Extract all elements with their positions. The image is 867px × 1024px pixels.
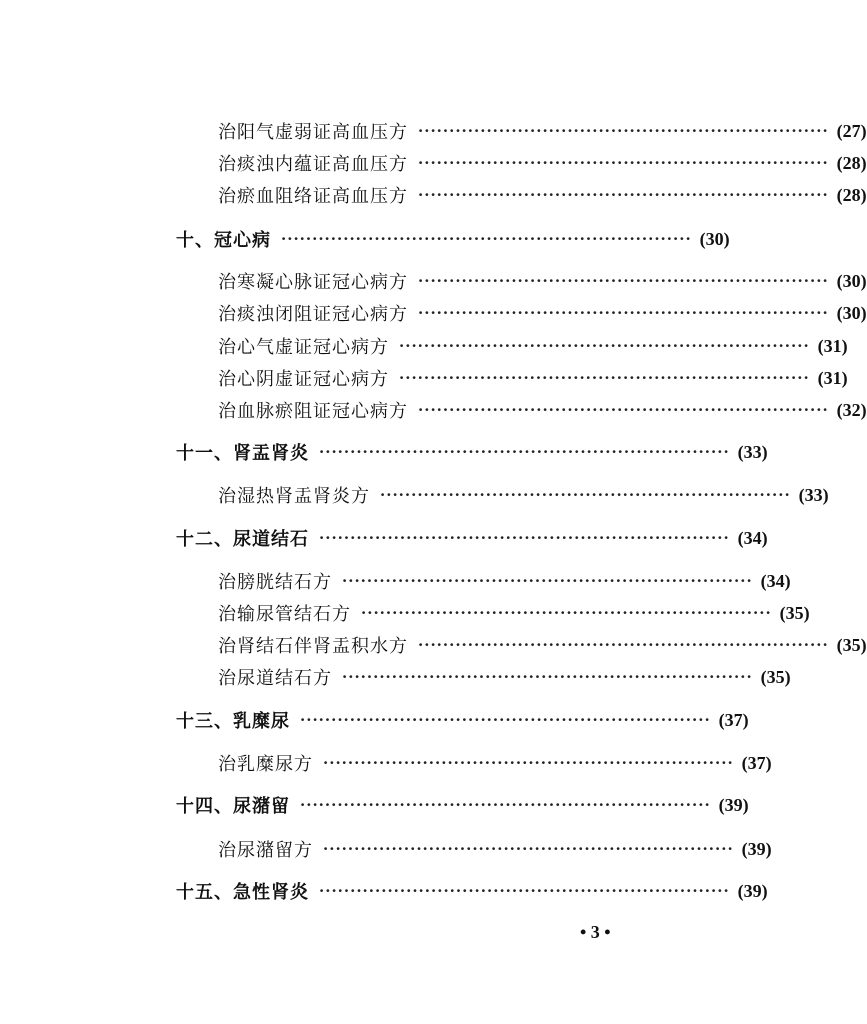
toc-section-title: 十一、肾盂肾炎 <box>176 443 309 464</box>
toc-entry-page: (39) <box>741 838 772 859</box>
page-number: • 3 • <box>580 922 611 942</box>
toc-entry <box>218 333 848 359</box>
toc-section-page: (39) <box>718 794 749 815</box>
dot-leader: ·································································· <box>418 122 829 140</box>
toc-entry-title: 治乳糜尿方 <box>218 754 313 775</box>
dot-leader: ·································································· <box>418 154 829 172</box>
dot-leader: ·································································· <box>319 529 730 547</box>
toc-section-page: (30) <box>699 228 730 249</box>
toc-entry-title: 治阳气虚弱证高血压方 <box>218 122 408 143</box>
toc-entry <box>218 568 791 594</box>
toc-entry-page: (27) <box>836 120 867 141</box>
toc-entry-title: 治心气虚证冠心病方 <box>218 337 389 358</box>
toc-entry-title: 治输尿管结石方 <box>218 604 351 625</box>
toc-entry-page: (35) <box>760 666 791 687</box>
toc-entry-page: (35) <box>779 602 810 623</box>
dot-leader: ·································································· <box>319 443 730 461</box>
toc-entry-title: 治湿热肾盂肾炎方 <box>218 486 370 507</box>
toc-entry-page: (31) <box>817 367 848 388</box>
toc-entry <box>218 150 867 176</box>
toc-entry <box>218 664 791 690</box>
toc-entry-page: (35) <box>836 634 867 655</box>
dot-leader: ·································································· <box>418 304 829 322</box>
toc-entry <box>218 600 810 626</box>
toc-section-page: (34) <box>737 527 768 548</box>
toc-entry <box>218 836 772 862</box>
toc-entry-title: 治肾结石伴肾盂积水方 <box>218 636 408 657</box>
dot-leader: ·································································· <box>399 369 810 387</box>
dot-leader: ·································································· <box>300 796 711 814</box>
toc-entry-title: 治痰浊内蕴证高血压方 <box>218 154 408 175</box>
toc-entry-title: 治尿潴留方 <box>218 840 313 861</box>
toc-entry-title: 治瘀血阻络证高血压方 <box>218 186 408 207</box>
toc-entry-page: (34) <box>760 570 791 591</box>
toc-section-page: (37) <box>718 709 749 730</box>
dot-leader: ·································································· <box>361 604 772 622</box>
dot-leader: ·································································· <box>323 840 734 858</box>
toc-section-title: 十四、尿潴留 <box>176 796 290 817</box>
toc-section-heading <box>176 878 768 904</box>
toc-entry-page: (30) <box>836 270 867 291</box>
toc-section-page: (39) <box>737 880 768 901</box>
dot-leader: ·································································· <box>399 337 810 355</box>
dot-leader: ·································································· <box>418 636 829 654</box>
toc-entry-title: 治寒凝心脉证冠心病方 <box>218 272 408 293</box>
dot-leader: ·································································· <box>342 572 753 590</box>
toc-entry-page: (32) <box>836 399 867 420</box>
toc-entry <box>218 182 867 208</box>
toc-entry-title: 治膀胱结石方 <box>218 572 332 593</box>
toc-entry-page: (28) <box>836 152 867 173</box>
toc-section-title: 十二、尿道结石 <box>176 529 309 550</box>
toc-entry-page: (28) <box>836 184 867 205</box>
toc-entry-title: 治血脉瘀阻证冠心病方 <box>218 401 408 422</box>
dot-leader: ·································································· <box>380 486 791 504</box>
toc-entry <box>218 482 829 508</box>
toc-section-heading <box>176 439 768 465</box>
toc-section-heading <box>176 707 749 733</box>
dot-leader: ·································································· <box>323 754 734 772</box>
dot-leader: ·································································· <box>300 711 711 729</box>
toc-entry <box>218 397 867 423</box>
toc-entry <box>218 750 772 776</box>
toc-section-heading <box>176 792 749 818</box>
dot-leader: ·································································· <box>418 401 829 419</box>
toc-entry-title: 治心阴虚证冠心病方 <box>218 369 389 390</box>
toc-entry <box>218 268 867 294</box>
toc-entry <box>218 365 848 391</box>
toc-entry <box>218 300 867 326</box>
toc-section-page: (33) <box>737 441 768 462</box>
toc-entry <box>218 118 867 144</box>
toc-section-title: 十三、乳糜尿 <box>176 711 290 732</box>
toc-section-heading <box>176 525 768 551</box>
dot-leader: ·································································· <box>319 882 730 900</box>
toc-entry-page: (30) <box>836 302 867 323</box>
dot-leader: ·································································· <box>418 272 829 290</box>
toc-entry-page: (37) <box>741 752 772 773</box>
toc-entry <box>218 632 867 658</box>
toc-entry-title: 治痰浊闭阻证冠心病方 <box>218 304 408 325</box>
toc-entry-title: 治尿道结石方 <box>218 668 332 689</box>
toc-entry-page: (31) <box>817 335 848 356</box>
toc-entry-page: (33) <box>798 484 829 505</box>
toc-section-heading <box>176 226 730 252</box>
toc-section-title: 十五、急性肾炎 <box>176 882 309 903</box>
dot-leader: ·································································· <box>418 186 829 204</box>
dot-leader: ·································································· <box>281 230 692 248</box>
dot-leader: ·································································· <box>342 668 753 686</box>
toc-section-title: 十、冠心病 <box>176 230 271 251</box>
